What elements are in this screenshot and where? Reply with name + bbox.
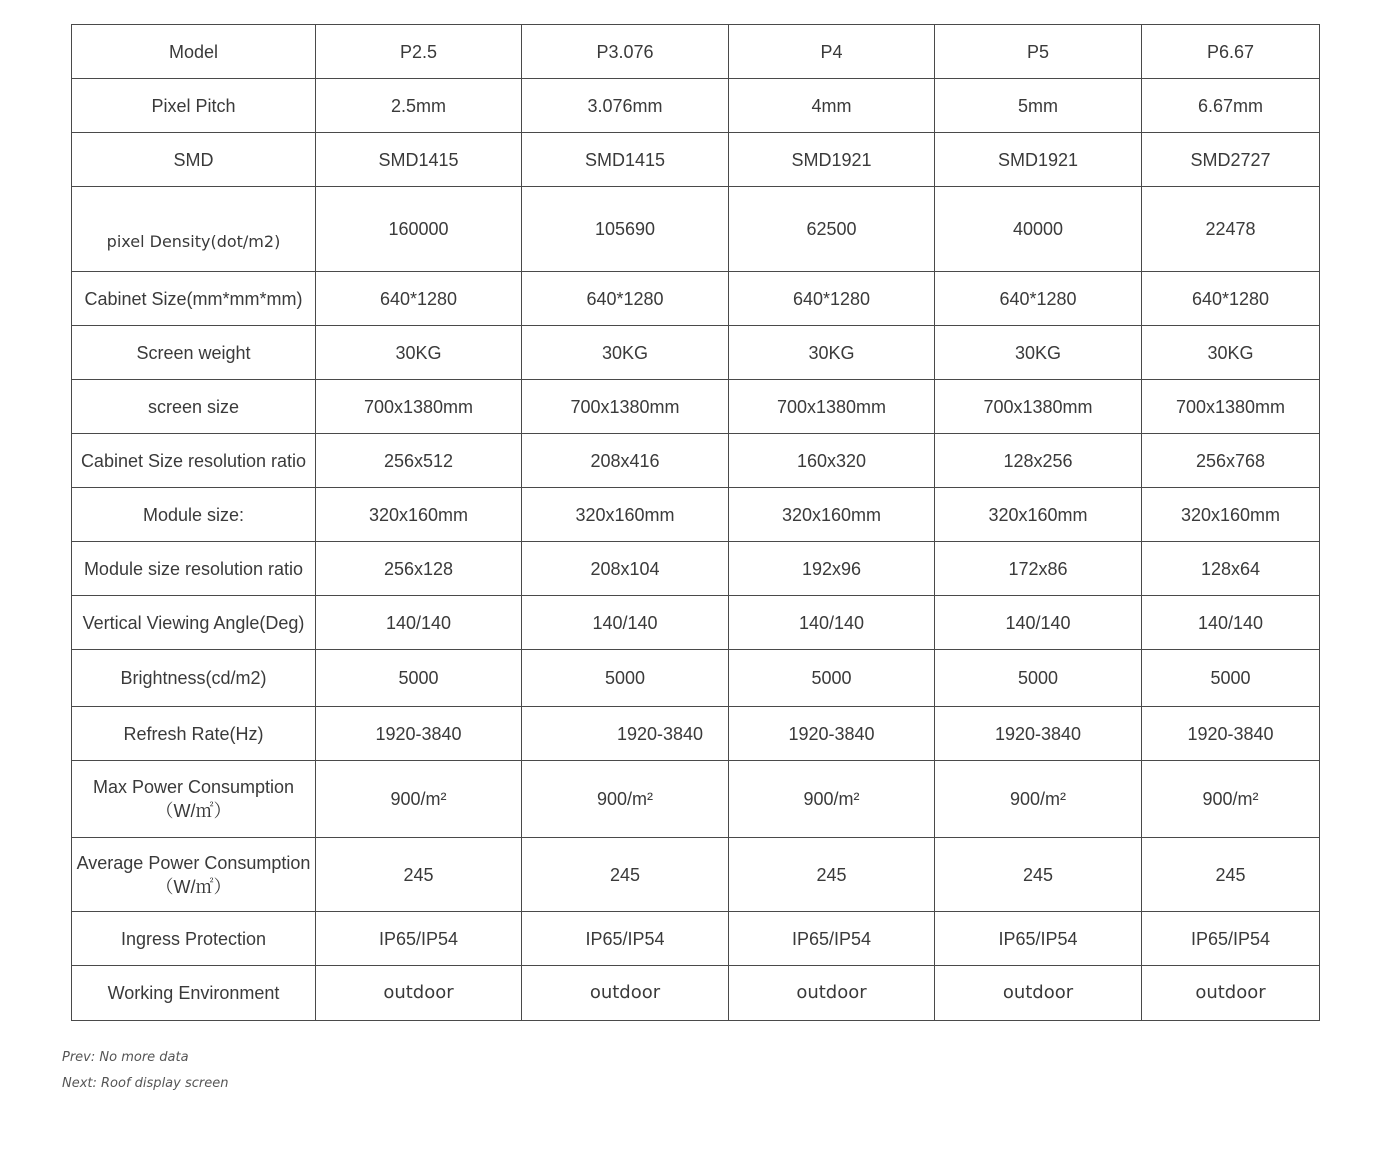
table-cell: outdoor bbox=[522, 966, 729, 1021]
table-cell: 140/140 bbox=[935, 596, 1142, 650]
table-cell: 140/140 bbox=[1142, 596, 1320, 650]
table-row-screen-size bbox=[72, 380, 1320, 434]
table-cell: P4 bbox=[729, 25, 935, 79]
row-label: Max Power Consumption（W/㎡） bbox=[72, 761, 316, 838]
next-link[interactable]: Next: Roof display screen bbox=[62, 1076, 229, 1091]
table-row-pixel-density bbox=[72, 187, 1320, 272]
row-label: Brightness(cd/m2) bbox=[72, 650, 316, 707]
row-label: Screen weight bbox=[72, 326, 316, 380]
table-cell: 5000 bbox=[1142, 650, 1320, 707]
table-cell: 256x512 bbox=[316, 434, 522, 488]
table-cell: 900/m² bbox=[1142, 761, 1320, 838]
table-cell: 640*1280 bbox=[1142, 272, 1320, 326]
table-row-average-power bbox=[72, 838, 1320, 912]
table-cell: 6.67mm bbox=[1142, 79, 1320, 133]
table-cell: P2.5 bbox=[316, 25, 522, 79]
table-cell: 1920-3840 bbox=[935, 707, 1142, 761]
table-cell: 208x104 bbox=[522, 542, 729, 596]
table-cell: 140/140 bbox=[729, 596, 935, 650]
table-cell: 900/m² bbox=[935, 761, 1142, 838]
table-cell: 700x1380mm bbox=[729, 380, 935, 434]
table-cell: 900/m² bbox=[316, 761, 522, 838]
spec-table bbox=[71, 24, 1320, 1021]
table-row-cabinet-size bbox=[72, 272, 1320, 326]
table-cell-wrap bbox=[522, 707, 729, 761]
table-cell: 256x768 bbox=[1142, 434, 1320, 488]
table-cell: 245 bbox=[316, 838, 522, 912]
table-cell: 640*1280 bbox=[935, 272, 1142, 326]
table-cell: outdoor bbox=[729, 966, 935, 1021]
row-label: Ingress Protection bbox=[72, 912, 316, 966]
table-cell: 245 bbox=[729, 838, 935, 912]
table-cell: 320x160mm bbox=[935, 488, 1142, 542]
row-label-cell bbox=[72, 187, 316, 272]
table-cell: 62500 bbox=[729, 187, 935, 272]
row-label: SMD bbox=[72, 133, 316, 187]
table-cell: 1920-3840 bbox=[616, 723, 704, 744]
row-label: Module size: bbox=[72, 488, 316, 542]
table-cell: 22478 bbox=[1142, 187, 1320, 272]
table-cell: 128x64 bbox=[1142, 542, 1320, 596]
table-cell: 5000 bbox=[935, 650, 1142, 707]
table-cell: 160x320 bbox=[729, 434, 935, 488]
table-cell: outdoor bbox=[1142, 966, 1320, 1021]
table-cell: 30KG bbox=[316, 326, 522, 380]
table-cell: SMD1921 bbox=[935, 133, 1142, 187]
table-cell: 105690 bbox=[522, 187, 729, 272]
table-cell: IP65/IP54 bbox=[522, 912, 729, 966]
row-label: screen size bbox=[72, 380, 316, 434]
table-cell: 640*1280 bbox=[316, 272, 522, 326]
table-cell: outdoor bbox=[935, 966, 1142, 1021]
table-cell: SMD1921 bbox=[729, 133, 935, 187]
table-cell: SMD2727 bbox=[1142, 133, 1320, 187]
table-cell: 40000 bbox=[935, 187, 1142, 272]
table-cell: 30KG bbox=[729, 326, 935, 380]
table-cell: 5000 bbox=[522, 650, 729, 707]
row-label: Module size resolution ratio bbox=[72, 542, 316, 596]
table-cell: 30KG bbox=[1142, 326, 1320, 380]
row-label: Cabinet Size(mm*mm*mm) bbox=[72, 272, 316, 326]
table-row-model bbox=[72, 25, 1320, 79]
table-cell: 140/140 bbox=[522, 596, 729, 650]
row-label: pixel Density(dot/m2) bbox=[106, 232, 281, 251]
table-cell: 700x1380mm bbox=[1142, 380, 1320, 434]
table-cell: P3.076 bbox=[522, 25, 729, 79]
table-cell: IP65/IP54 bbox=[316, 912, 522, 966]
table-cell: 245 bbox=[935, 838, 1142, 912]
table-cell: 320x160mm bbox=[522, 488, 729, 542]
table-cell: 700x1380mm bbox=[316, 380, 522, 434]
table-row-max-power bbox=[72, 761, 1320, 838]
table-cell: IP65/IP54 bbox=[1142, 912, 1320, 966]
table-cell: 700x1380mm bbox=[522, 380, 729, 434]
table-cell: 640*1280 bbox=[522, 272, 729, 326]
table-cell: P6.67 bbox=[1142, 25, 1320, 79]
table-cell: 3.076mm bbox=[522, 79, 729, 133]
table-cell: 256x128 bbox=[316, 542, 522, 596]
row-label: Cabinet Size resolution ratio bbox=[72, 434, 316, 488]
table-row-refresh-rate bbox=[72, 707, 1320, 761]
table-cell: 128x256 bbox=[935, 434, 1142, 488]
table-cell: IP65/IP54 bbox=[729, 912, 935, 966]
table-cell: 5000 bbox=[729, 650, 935, 707]
row-label: Model bbox=[72, 25, 316, 79]
table-cell: 1920-3840 bbox=[729, 707, 935, 761]
table-cell: 30KG bbox=[522, 326, 729, 380]
table-cell: 640*1280 bbox=[729, 272, 935, 326]
table-cell: 5mm bbox=[935, 79, 1142, 133]
table-row-module-resolution bbox=[72, 542, 1320, 596]
table-cell: 140/140 bbox=[316, 596, 522, 650]
table-row-screen-weight bbox=[72, 326, 1320, 380]
table-cell: 700x1380mm bbox=[935, 380, 1142, 434]
table-row-smd bbox=[72, 133, 1320, 187]
table-cell: 1920-3840 bbox=[1142, 707, 1320, 761]
table-cell: SMD1415 bbox=[522, 133, 729, 187]
row-label: Refresh Rate(Hz) bbox=[72, 707, 316, 761]
table-cell: 4mm bbox=[729, 79, 935, 133]
table-row-cabinet-resolution bbox=[72, 434, 1320, 488]
table-cell: 208x416 bbox=[522, 434, 729, 488]
table-cell: P5 bbox=[935, 25, 1142, 79]
prev-link[interactable]: Prev: No more data bbox=[62, 1050, 189, 1065]
table-row-working-environment bbox=[72, 966, 1320, 1021]
table-cell: 900/m² bbox=[522, 761, 729, 838]
table-cell: 1920-3840 bbox=[316, 707, 522, 761]
row-label: Average Power Consumption（W/㎡） bbox=[72, 838, 316, 912]
table-cell: 320x160mm bbox=[316, 488, 522, 542]
row-label: Vertical Viewing Angle(Deg) bbox=[72, 596, 316, 650]
table-row-module-size bbox=[72, 488, 1320, 542]
table-cell: outdoor bbox=[316, 966, 522, 1021]
table-cell: 192x96 bbox=[729, 542, 935, 596]
table-row-ingress-protection bbox=[72, 912, 1320, 966]
row-label: Working Environment bbox=[72, 966, 316, 1021]
table-row-viewing-angle bbox=[72, 596, 1320, 650]
table-row-brightness bbox=[72, 650, 1320, 707]
table-cell: 160000 bbox=[316, 187, 522, 272]
table-cell: IP65/IP54 bbox=[935, 912, 1142, 966]
row-label: Pixel Pitch bbox=[72, 79, 316, 133]
table-cell: 320x160mm bbox=[729, 488, 935, 542]
table-cell: 172x86 bbox=[935, 542, 1142, 596]
table-cell: 320x160mm bbox=[1142, 488, 1320, 542]
table-cell: 245 bbox=[1142, 838, 1320, 912]
table-cell: 30KG bbox=[935, 326, 1142, 380]
table-cell: 245 bbox=[522, 838, 729, 912]
table-cell: 5000 bbox=[316, 650, 522, 707]
table-cell: 900/m² bbox=[729, 761, 935, 838]
table-row-pixel-pitch bbox=[72, 79, 1320, 133]
table-cell: SMD1415 bbox=[316, 133, 522, 187]
table-cell: 2.5mm bbox=[316, 79, 522, 133]
